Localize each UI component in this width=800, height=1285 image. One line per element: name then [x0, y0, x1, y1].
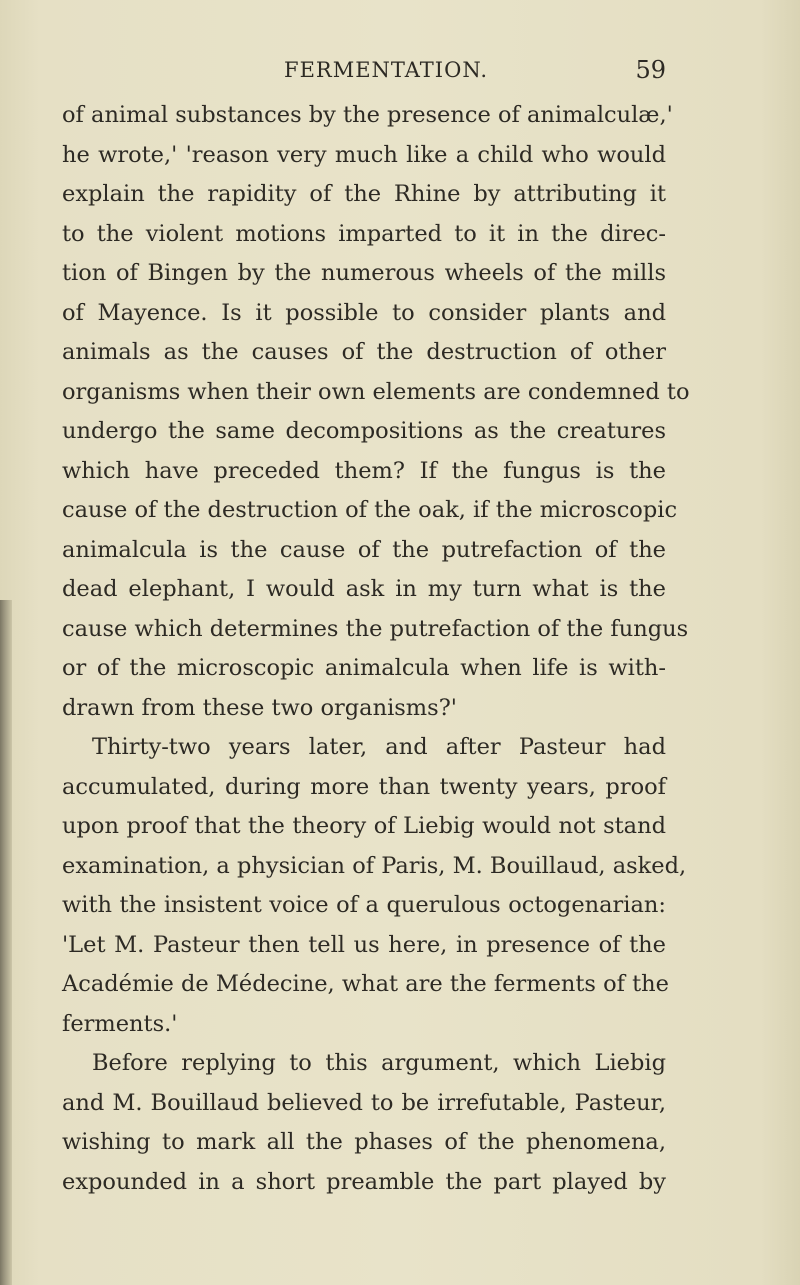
text-line: Thirty-two years later, and after Pasteur had: [92, 734, 666, 760]
running-head: FERMENTATION.: [284, 58, 489, 82]
text-line: he wrote,' 'reason very much like a child who would: [62, 141, 666, 168]
text-line: which have preceded them? If the fungus is the: [62, 457, 666, 484]
text-line: to the violent motions imparted to it in the direc-: [62, 220, 666, 247]
text-line: animalcula is the cause of the putrefaction of the: [62, 536, 666, 563]
text-line: Before replying to this argument, which Liebig: [92, 1050, 666, 1076]
text-line: dead elephant, I would ask in my turn what is the: [62, 576, 666, 602]
text-line: ferments.': [62, 1010, 178, 1037]
text-line: Académie de Médecine, what are the ferments of the: [62, 971, 669, 997]
text-line: undergo the same decompositions as the creatures: [62, 418, 666, 444]
page-gutter-shadow: [0, 600, 12, 1285]
text-line: accumulated, during more than twenty years, proof: [62, 773, 666, 800]
text-line: tion of Bingen by the numerous wheels of the mills: [62, 260, 666, 286]
text-line: wishing to mark all the phases of the phenomena,: [62, 1129, 666, 1155]
text-line: organisms when their own elements are condemned to: [62, 378, 690, 405]
body-text: [62, 96, 690, 1202]
text-line: explain the rapidity of the Rhine by attributing it: [62, 181, 666, 207]
page-header: [62, 58, 666, 88]
text-line: animals as the causes of the destruction of other: [62, 339, 666, 365]
text-line: examination, a physician of Paris, M. Bouillaud, asked,: [62, 852, 687, 879]
text-line: with the insistent voice of a querulous octogenarian:: [62, 892, 666, 918]
page-number: 59: [635, 56, 666, 84]
text-line: drawn from these two organisms?': [62, 694, 457, 721]
text-line: expounded in a short preamble the part played by: [62, 1168, 666, 1195]
text-line: cause of the destruction of the oak, if the microscopic: [62, 497, 678, 523]
text-line: or of the microscopic animalcula when life is with-: [62, 655, 666, 681]
text-line: cause which determines the putrefaction of the fungus: [62, 615, 689, 642]
text-line: of Mayence. Is it possible to consider plants and: [62, 299, 666, 326]
text-line: and M. Bouillaud believed to be irrefutable, Pasteur,: [62, 1089, 666, 1116]
text-line: of animal substances by the presence of animalculæ,': [62, 102, 673, 128]
text-line: upon proof that the theory of Liebig would not stand: [62, 813, 666, 839]
text-line: 'Let M. Pasteur then tell us here, in presence of the: [62, 931, 666, 958]
